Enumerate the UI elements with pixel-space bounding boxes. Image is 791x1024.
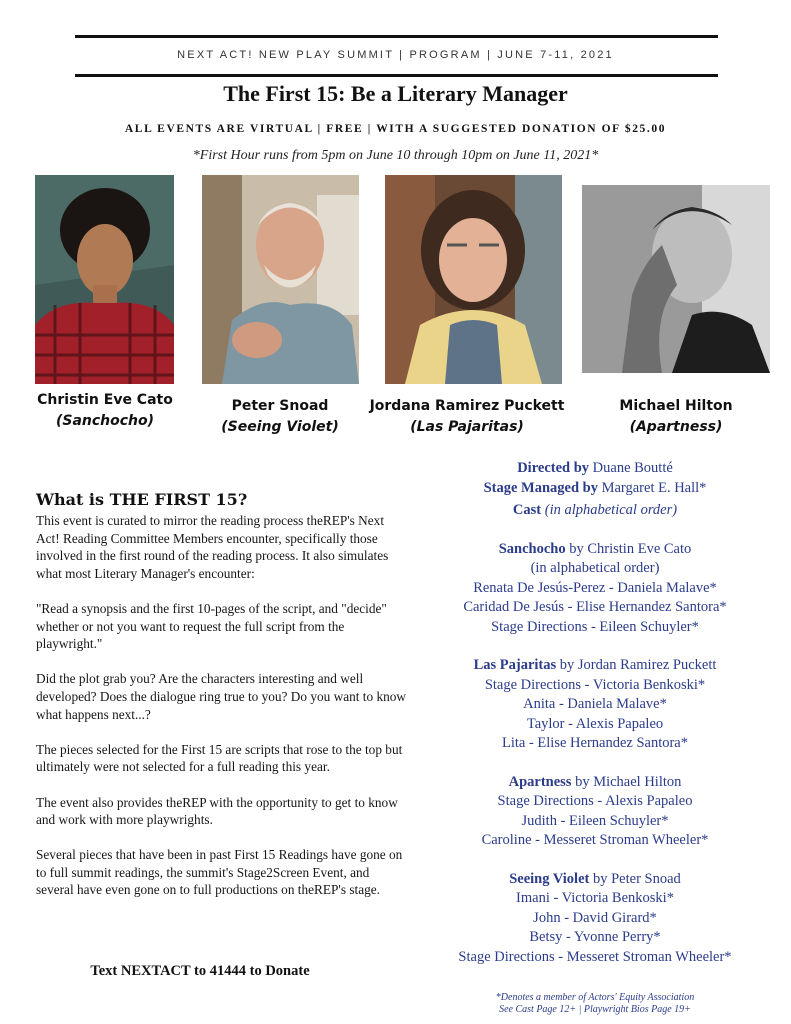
caption-hilton	[585, 396, 767, 438]
play-title: (Las Pajaritas)	[410, 419, 524, 435]
cast-entry: Anita - Daniela Malave*	[523, 696, 667, 712]
caption-cato	[20, 390, 190, 432]
event-subtitle: ALL EVENTS ARE VIRTUAL | FREE | WITH A SUGGESTED DONATION OF $25.00	[124, 123, 667, 135]
cast-entry: Stage Directions - Messeret Stroman Wheeler*	[458, 948, 732, 965]
play-name: Seeing Violet	[509, 870, 590, 887]
cast-entry: (in alphabetical order)	[530, 560, 660, 576]
playwright-name: Peter Snoad	[231, 398, 329, 414]
play-author: by Christin Eve Cato	[565, 540, 692, 557]
play-heading	[408, 656, 782, 676]
photo-christin-eve-cato	[35, 175, 174, 384]
playwright-name: Christin Eve Cato	[37, 392, 173, 408]
about-paragraph: This event is curated to mirror the reading process theREP's Next Act! Reading Committee Members encounter, specifically those involved in the first round of the reading process. It also simulates what most Literary Manager's encounter:	[36, 513, 389, 581]
play-name: Las Pajaritas	[473, 657, 557, 673]
playwright-name: Michael Hilton	[619, 398, 733, 414]
play-author: by Michael Hilton	[571, 773, 682, 790]
footnote	[408, 992, 782, 1016]
equity-note: *Denotes a member of Actors' Equity Association	[495, 992, 695, 1003]
play-title: (Sanchocho)	[55, 413, 155, 429]
about-paragraph: Several pieces that have been in past First 15 Readings have gone on to full summit readings, the summit's Stage2Screen Event, and several have even gone on to full productions on theREP's stage.	[36, 847, 403, 898]
caption-puckett	[362, 396, 572, 438]
cast-entry: Lita - Elise Hernandez Santora*	[501, 735, 688, 751]
cast-entry: Stage Directions - Alexis Papaleo	[497, 793, 693, 809]
program-line: NEXT ACT! NEW PLAY SUMMIT | PROGRAM | JUNE 7-11, 2021	[177, 49, 614, 61]
cast-entry: Judith - Eileen Schuyler*	[521, 812, 669, 829]
play-block-las-pajaritas	[408, 656, 782, 754]
play-block-sanchocho	[408, 540, 782, 638]
play-heading	[408, 540, 782, 560]
play-title: (Seeing Violet)	[221, 419, 339, 435]
cast-entry: Betsy - Yvonne Perry*	[529, 929, 661, 945]
cast-label: Cast	[512, 502, 542, 518]
stage-manager-name: Margaret E. Hall*	[597, 479, 707, 496]
play-author: by Peter Snoad	[589, 870, 681, 887]
stage-manager-line	[408, 479, 782, 499]
play-author: by Jordan Ramirez Puckett	[556, 657, 717, 673]
caption-snoad	[200, 396, 360, 438]
credits-section	[408, 459, 782, 967]
about-paragraph: The pieces selected for the First 15 are scripts that rose to the top but ultimately were not selected for a full reading this year.	[36, 741, 403, 775]
cast-line	[408, 501, 782, 521]
play-name: Apartness	[508, 773, 572, 790]
photo-jordana-ramirez-puckett	[385, 175, 562, 384]
cast-entry: Caridad De Jesús - Elise Hernandez Santora*	[463, 599, 727, 615]
about-section	[36, 490, 406, 917]
cast-entry: Stage Directions - Eileen Schuyler*	[491, 618, 699, 635]
cast-entry: Caroline - Messeret Stroman Wheeler*	[481, 832, 709, 848]
page-title: The First 15: Be a Literary Manager	[223, 81, 568, 106]
play-block-seeing-violet	[408, 870, 782, 968]
cast-entry: John - David Girard*	[533, 909, 657, 926]
cast-entry: Taylor - Alexis Papaleo	[526, 715, 664, 732]
play-heading	[408, 870, 782, 890]
play-name: Sanchocho	[498, 540, 566, 557]
top-rule	[75, 35, 718, 38]
photo-peter-snoad	[202, 175, 359, 384]
schedule-note: *First Hour runs from 5pm on June 10 through 10pm on June 11, 2021*	[192, 148, 599, 163]
directed-label: Directed by	[517, 460, 590, 476]
page-references: See Cast Page 12+ | Playwright Bios Page 19+	[499, 1004, 691, 1015]
director-name: Duane Boutté	[589, 460, 673, 476]
play-heading	[408, 773, 782, 793]
cast-note: (in alphabetical order)	[541, 502, 678, 518]
about-paragraph: "Read a synopsis and the first 10-pages of the script, and "decide" whether or not you want to request the full script from the playwright."	[36, 600, 387, 652]
stage-managed-label: Stage Managed by	[483, 479, 598, 496]
title-rule	[75, 74, 718, 77]
about-heading: What is THE FIRST 15?	[36, 490, 248, 509]
about-paragraph: The event also provides theREP with the opportunity to get to know and work with more playwrights.	[36, 794, 398, 828]
cast-entry: Imani - Victoria Benkoski*	[516, 890, 674, 906]
cast-entry: Renata De Jesús-Perez - Daniela Malave*	[473, 579, 717, 596]
cast-entry: Stage Directions - Victoria Benkoski*	[484, 676, 706, 693]
playwright-name: Jordana Ramirez Puckett	[369, 398, 565, 414]
play-title: (Apartness)	[629, 419, 723, 435]
about-paragraph: Did the plot grab you? Are the characters interesting and well developed? Does the dialogue ring true to you? Do you want to know what happens next...?	[36, 671, 407, 722]
donate-text: Text NEXTACT to 41444 to Donate	[90, 963, 310, 979]
director-line	[408, 459, 782, 479]
play-block-apartness	[408, 773, 782, 851]
photo-michael-hilton	[582, 185, 770, 373]
